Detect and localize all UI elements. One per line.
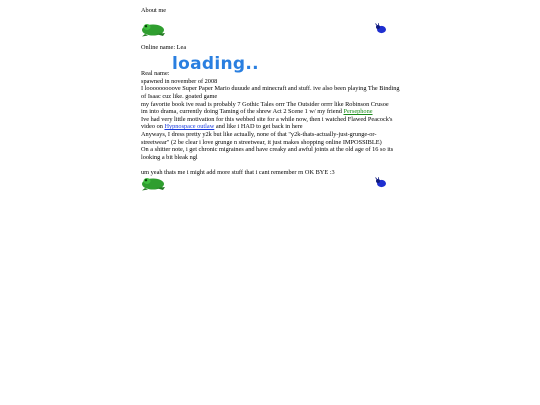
loading-text: loading.. bbox=[172, 54, 259, 74]
beetle-icon bbox=[375, 23, 387, 37]
top-decoration-row bbox=[141, 23, 403, 39]
bio-line-style: Anyways, I dress pretty y2k but like actually, none of that "y2k-thats-actually-just-grunge-or-streetwear" (2 be clear i love grunge n streetwear, it just makes shopping online IMPOSSIBLE) bbox=[141, 130, 382, 146]
closing-line: um yeah thats me i might add more stuff that i cant remember rn OK BYE :3 bbox=[141, 169, 335, 177]
real-name: Real name: bbox=[141, 70, 170, 78]
bio-line-books: my favorite book ive read is probably 7 Gothic Tales orrr The Outsider orrrr like Robinson Crusoe bbox=[141, 100, 389, 108]
bio-line-health: On a shitter note, i get chronic migraines and have creaky and awful joints at the old age of 16 so its looking a bit bleak ngl bbox=[141, 146, 394, 161]
frog-icon bbox=[141, 23, 167, 40]
bottom-decoration-row bbox=[141, 177, 403, 193]
about-column bbox=[141, 7, 403, 198]
bio-line-drama bbox=[141, 108, 403, 116]
persephone-link[interactable]: Persephone bbox=[343, 108, 373, 116]
drama-text: im into drama, currently doing Taming of the shrew Act 2 Scene 1 w/ my friend bbox=[141, 108, 344, 116]
frog-icon bbox=[141, 177, 167, 194]
page-heading: About me bbox=[141, 7, 167, 14]
motivation-text-end: and like i HAD to get back in here bbox=[214, 123, 303, 131]
bio-line-games: I looooooooove Super Paper Mario duuude and minecraft and stuff. ive also been playing The Binding of Isaac cuz like. goated game bbox=[141, 85, 400, 100]
hypnospace-outlaw-link[interactable]: Hypnospace outlaw bbox=[164, 123, 215, 131]
beetle-icon bbox=[375, 177, 387, 191]
online-name: Online name: Lea bbox=[141, 43, 187, 51]
bio-line-motivation bbox=[141, 116, 403, 131]
bio-line-birth: spawned in november of 2008 bbox=[141, 77, 218, 85]
motivation-text: Ive had very little motivation for this webbed site for a while now, then i watched Flawed Peacock's video on bbox=[141, 115, 393, 131]
